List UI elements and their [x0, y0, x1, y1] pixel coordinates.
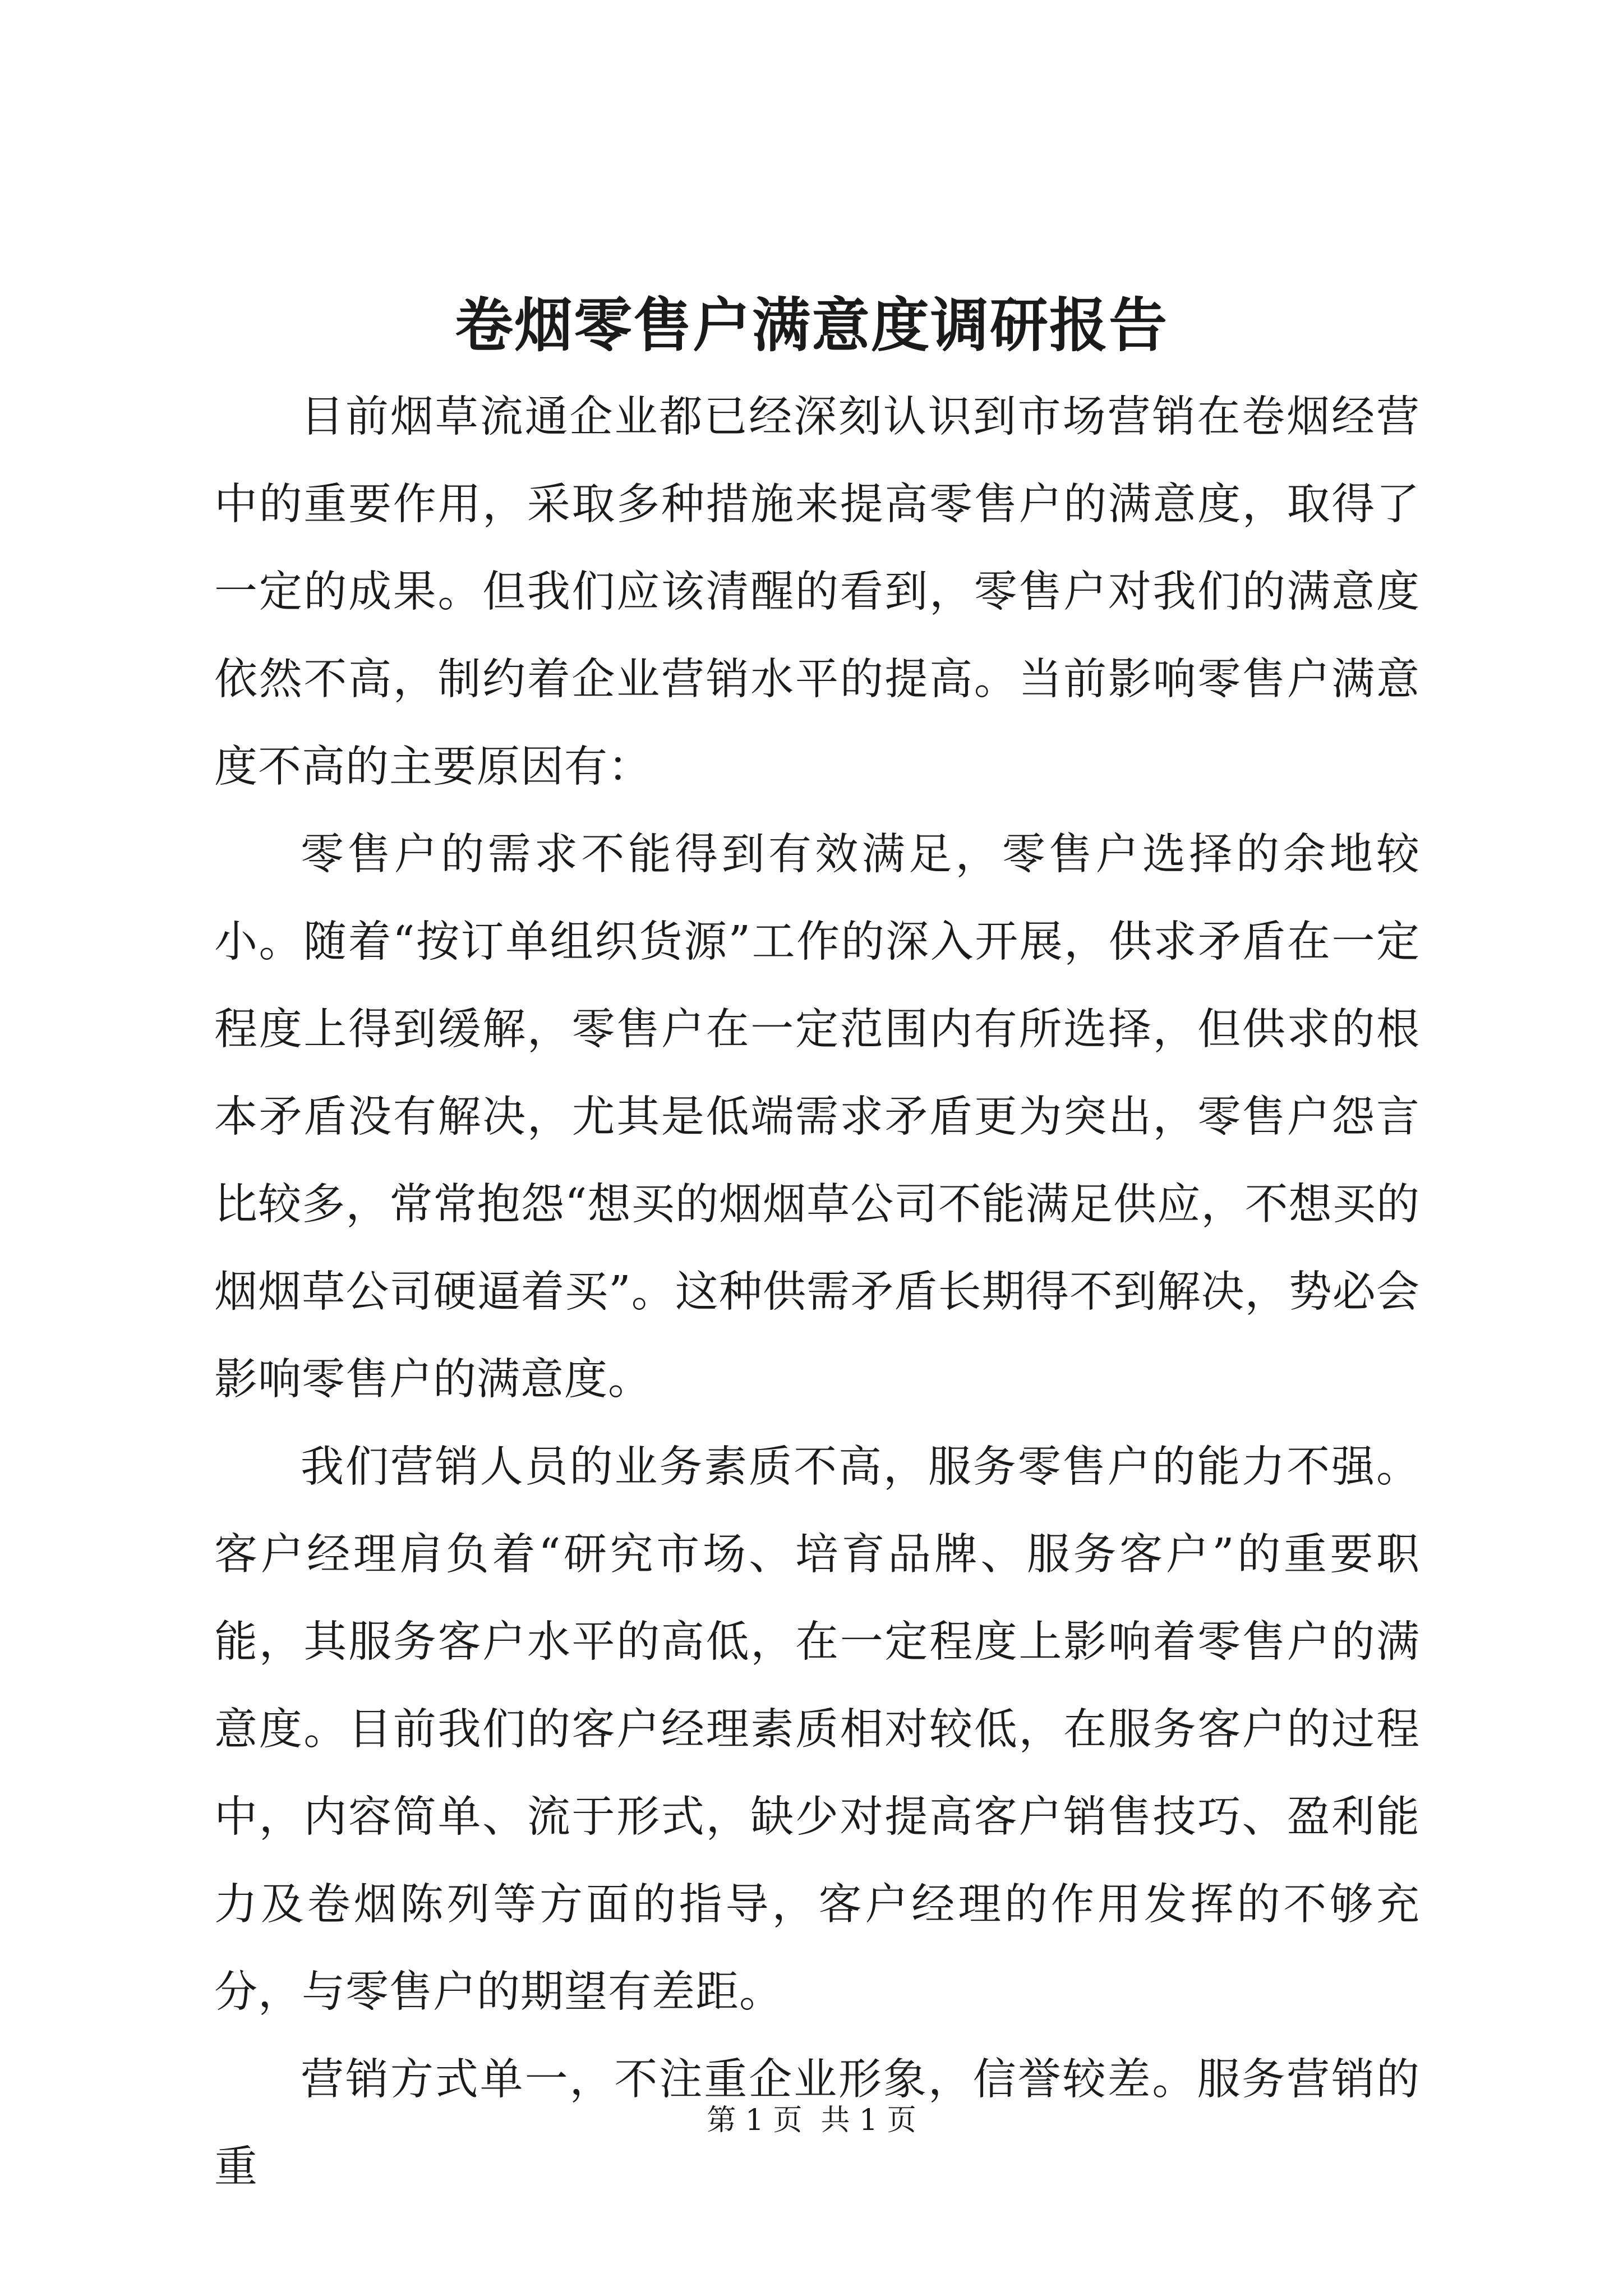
- paragraph-marketing: 营销方式单一，不注重企业形象，信誉较差。服务营销的重: [214, 2055, 1420, 2192]
- paragraph-demand: 零售户的需求不能得到有效满足，零售户选择的余地较小。随着“按订单组织货源”工作的深入开展，供求矛盾在一定程度上得到缓解，零售户在一定范围内有所选择，但供求的根本矛盾没有解决，尤其是低端需求矛盾更为突出，零售户怨言比较多，常常抱怨“想买的烟烟草公司不能满足供应，不想买的烟烟草公司硬逼着买”。这种供需矛盾长期得不到解决，势必会影响零售户的满意度。: [214, 830, 1420, 1405]
- document-title: 卷烟零售户满意度调研报告: [454, 291, 1168, 360]
- document-body: [214, 374, 1420, 2211]
- page-number-label: 第 1 页 共 1 页: [707, 2104, 916, 2137]
- paragraph-staff-quality: 我们营销人员的业务素质不高，服务零售户的能力不强。客户经理肩负着“研究市场、培育品牌、服务客户”的重要职能，其服务客户水平的高低，在一定程度上影响着零售户的满意度。目前我们的客户经理素质相对较低，在服务客户的过程中，内容简单、流于形式，缺少对提高客户销售技巧、盈利能力及卷烟陈列等方面的指导，客户经理的作用发挥的不够充分，与零售户的期望有差距。: [214, 1442, 1420, 2017]
- paragraph-intro: 目前烟草流通企业都已经深刻认识到市场营销在卷烟经营中的重要作用，采取多种措施来提高零售户的满意度，取得了一定的成果。但我们应该清醒的看到，零售户对我们的满意度依然不高，制约着企业营销水平的提高。当前影响零售户满意度不高的主要原因有：: [214, 392, 1420, 792]
- page-footer: [0, 2098, 1623, 2143]
